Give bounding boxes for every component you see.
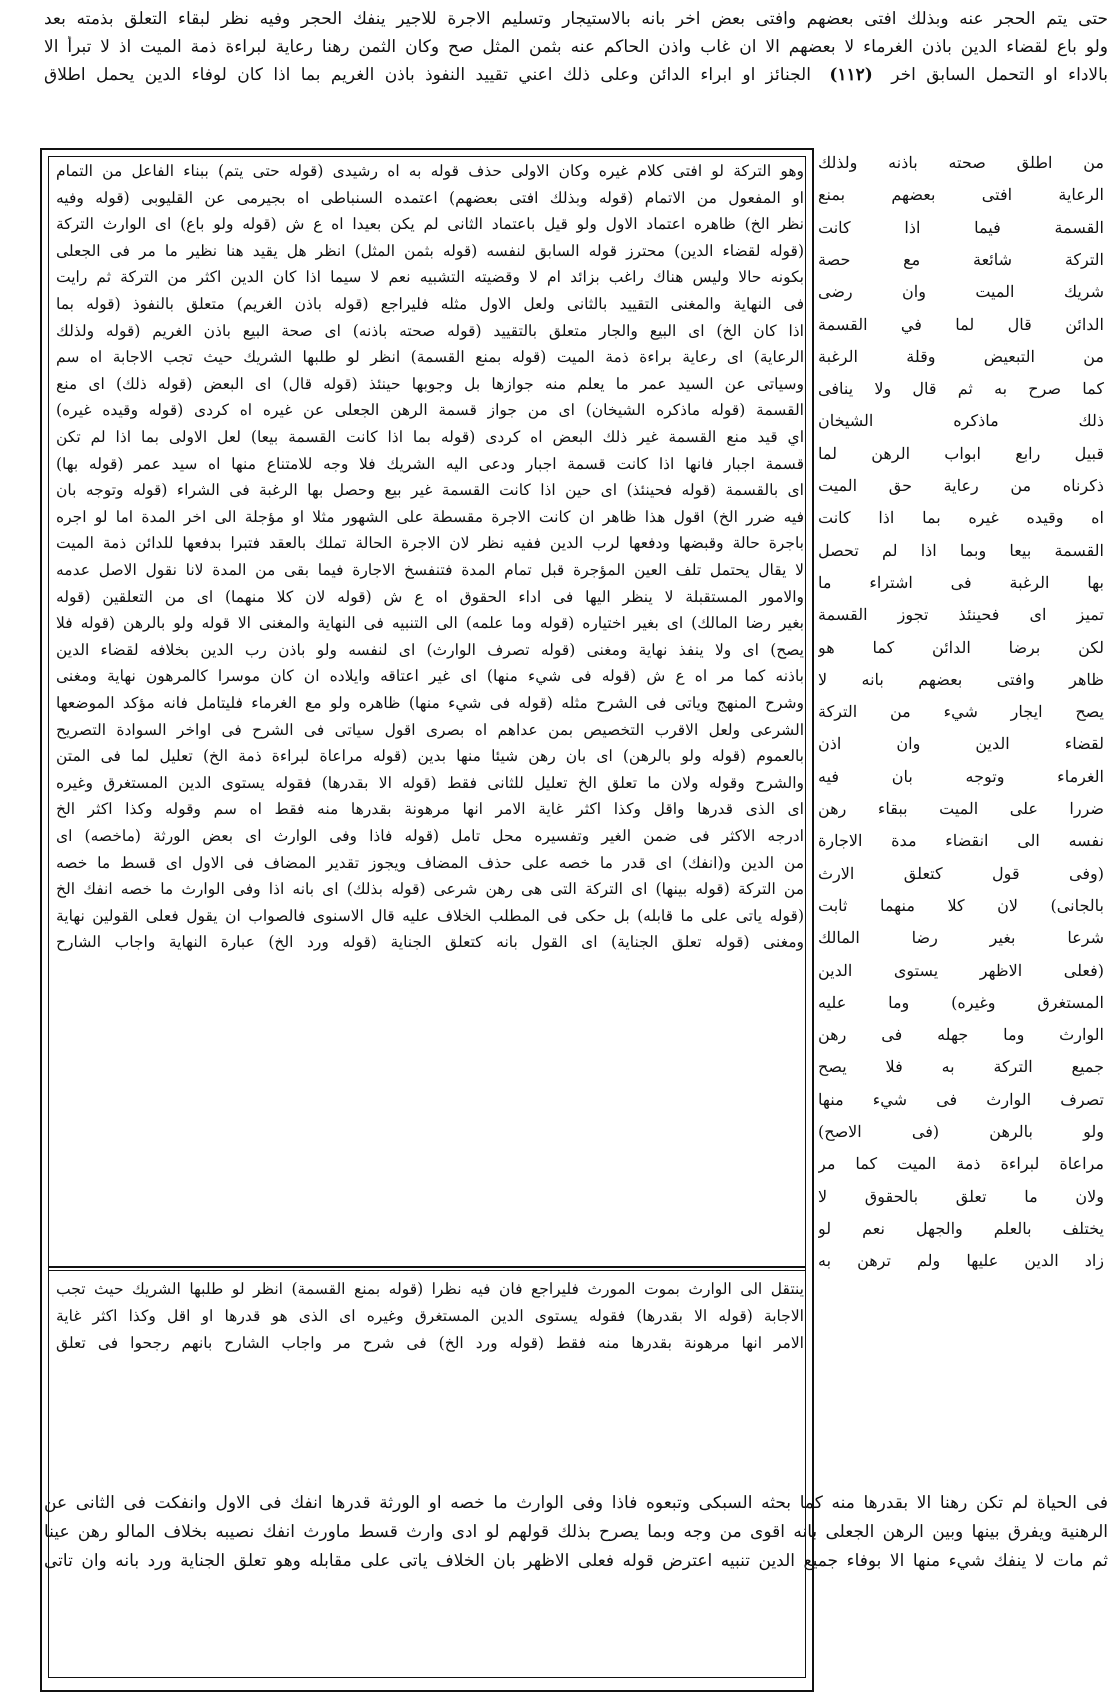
main-text-line-with-page-number: [44, 64, 1108, 90]
commentary-line: ادرجه الاكثر فى ضمن الغير وتفسيره محل تامل (قوله فاذا وفى الوارث اى بعض الورثة (ماخصه) اى: [56, 827, 804, 845]
margin-text-line: الوارث وما جهله فى رهن: [818, 1025, 1104, 1045]
margin-text-line: لقضاء الدين وان اذن: [818, 734, 1104, 754]
margin-text-line: يختلف بالعلم والجهل نعم لو: [818, 1218, 1104, 1238]
commentary-line: الشرعى ولعل الاقرب التخصيص بمن عداهم اه بصرى اقول سياتى فى الشرح فى اواخر السوادة التصريح: [56, 720, 804, 739]
footnote-divider-inner: [48, 1270, 806, 1271]
page-number: (١١٢): [829, 65, 873, 85]
commentary-line: قسمة اجبار فانها اذا كانت قسمة اجبار ودعى اليه الشريك فلا وجه للامتناع منها اه سيد عمر (قوله بها): [56, 454, 804, 473]
main-text-line: فى الحياة لم تكن رهنا الا بقدرها منه كما بحثه السبكى وتبعوه فاذا وفى الوارث ما خصه او الورثة قدرها انفك فى الاول وانفكت فى الثانى عن: [44, 1493, 1108, 1513]
commentary-line: ومغنى (قوله تعلق الجناية) اى القول بانه كتعلق الجناية (قوله ورد الخ) عبارة النهاية واجاب الشارح: [56, 933, 804, 952]
commentary-line: وهو التركة لو افتى كلام غيره وكان الاولى حذف قوله به اه رشيدى (قوله حتى يتم) ببناء الفاعل من التمام: [56, 162, 804, 180]
margin-text-line: شريك الميت وان رضى: [818, 282, 1104, 302]
main-text-line: حتى يتم الحجر عنه وبذلك افتى بعضهم وافتى بعض اخر بانه بالاستيجار وتسليم الاجرة للاجير ينفك الحجر وفيه نظر لبقاء التعلق بذمته بعد: [44, 9, 1108, 29]
footnote-divider: [48, 1266, 806, 1268]
margin-text-line: ولان ما تعلق بالحقوق لا: [818, 1186, 1104, 1206]
margin-text-line: نفسه الى انقضاء مدة الاجارة: [818, 831, 1104, 851]
margin-text-line: جميع التركة به فلا يصح: [818, 1057, 1104, 1077]
margin-text-line: لكن برضا الدائن كما هو: [818, 637, 1104, 657]
margin-text-line: القسمة فيما اذا كانت: [818, 217, 1104, 237]
margin-text-line: (وفى قول كتعلق الارث: [818, 863, 1104, 883]
commentary-line: نظر الخ) ظاهره اعتماد الاول ولو قيل باعتماد الثانى لم يكن بعيدا اه ع ش (قوله ولو باع) اى الوارث التركة: [56, 215, 804, 234]
main-text-line: الرهنية ويفرق بينها وبين الرهن الجعلى بانه اقوى من وجه وبما يصرح بذلك قولهم لو ادى وارث قسط ماورث انفك نصيبه بخلاف المالو رهن عينا: [44, 1522, 1108, 1542]
margin-text-line: ضررا على الميت ببقاء رهن: [818, 799, 1104, 818]
commentary-line: او المفعول من الاتمام (قوله وبذلك افتى بعضهم) اعتمده السنباطى اه بجيرمى عن القليوبى (قوله وفيه: [56, 188, 804, 207]
commentary-line: يصح) اى ولا ينفذ نهاية ومغنى (قوله تصرف الوارث) اى لنفسه ولو باذن رب الدين بخلافه لقضاء الدين: [56, 640, 804, 659]
main-text-line: ولو باع لقضاء الدين باذن الغرماء لا بعضهم الا ان غاب واذن الحاكم عنه بثمن المثل صح وكان الثمن رهنا رعاية لبراءة ذمة الميت اذ لا تبرأ الا: [44, 37, 1108, 57]
commentary-line: بغير رضا المالك) اى بغير اختياره (قوله وما علمه) الى التنبيه فى النهاية والمغنى الا قوله ولو بالرهن (قوله فلا: [56, 614, 804, 633]
commentary-line: والشرح وقوله ولان ما تعلق الخ تعليل للثانى فقط (قوله الا بقدرها) فقوله يستوى الدين المستغرق وغيره: [56, 773, 804, 792]
margin-text-line: التركة شائعة مع حصة: [818, 249, 1104, 269]
commentary-line: من الدين و(انفك) اى قدر ما خصه على حذف المضاف ويجوز تقدير المضاف فى الاول اى قسط ما خصه: [56, 853, 804, 872]
margin-text-line: شرعا بغير رضا المالك: [818, 928, 1104, 948]
margin-text-line: ذلك ماذكره الشيخان: [818, 411, 1104, 431]
commentary-line: الرعاية) اى رعاية براءة ذمة الميت (قوله بمنع القسمة) انظر لو طلبها الشريك حيث تجب الاجابة اه سم: [56, 348, 804, 367]
margin-text-line: بها الرغبة فى اشتراء ما: [818, 572, 1104, 592]
margin-text-line: تصرف الوارث فى شيء منها: [818, 1089, 1104, 1109]
margin-text-line: ذكرناه من رعاية حق الميت: [818, 476, 1104, 495]
commentary-line: من التركة (قوله بينها) اى التركة التى هى رهن شرعى (قوله بذلك) اى بانه اذا وفى الوارث ما خصه انفك الخ: [56, 880, 804, 899]
margin-text-line: ظاهر وافتى بعضهم بانه لا: [818, 669, 1104, 689]
commentary-line: اى بالقسمة (قوله فحينئذ) اى حين اذا كانت القسمة غير بيع وحصل بها الرغبة فى الشراء (قوله وتوجه بان: [56, 481, 804, 500]
commentary-line: والامور المستقبلة لا ينظر اليها فى اداء الحقوق اه ع ش (قوله لان كلا منهما) اى من التعلقين (قوله: [56, 587, 804, 606]
commentary-line: بكونه حالا وليس هناك راغب بزائد ام لا وقضيته التشبيه نعم لا سيما اذا كان الدين اكثر من التركة ثم رايت: [56, 268, 804, 287]
margin-text-line: المستغرق وغيره) وما عليه: [818, 992, 1104, 1012]
main-text-segment: الجنائز او ابراء الدائن وعلى ذلك اعني تقييد النفوذ باذن الغريم بما اذا كان لوفاء الدين يحمل اطلاق: [44, 65, 811, 85]
margin-text-line: الغرماء وتوجه بان فيه: [818, 766, 1104, 786]
commentary-line: اذا كان الخ) اى البيع والجار متعلق بالتقييد (قوله صحته باذنه) اى صحة البيع باذن الغريم (قوله ولذلك: [56, 321, 804, 340]
commentary-line: وسياتى عن السيد عمر ما يعلم منه جوازها بل وجوبها حينئذ (قوله قال) اى البعض (قوله ذلك) اى منع: [56, 374, 804, 393]
commentary-line: فى النهاية والمغنى التقييد بالثانى ولعل الاول مثله فليراجع (قوله باذن الغريم) متعلق بالنفوذ (قوله بما: [56, 295, 804, 313]
margin-text-line: القسمة بيعا وبما اذا لم تحصل: [818, 540, 1104, 560]
margin-text-line: (فعلى الاظهر يستوى الدين: [818, 960, 1104, 980]
commentary-line: باذنه كما مر اه ع ش (قوله فى شيء منها) اى غير اعتاقه وايلاده ان كان موسرا كالمرهون نهاية ومغنى: [56, 667, 804, 686]
commentary-line: لا يقال يحتمل تلف العين المؤجرة قبل تمام المدة فتنفسخ الاجارة فيما بقى من المدة لانا نقول الاصل عدمه: [56, 561, 804, 579]
margin-text-line: قبيل رابع ابواب الرهن لما: [818, 443, 1104, 463]
margin-text-line: الدائن قال لما في القسمة: [818, 314, 1104, 334]
margin-text-line: بالجانى) لان كلا منهما ثابت: [818, 895, 1104, 915]
footnote-line: الامر انها مرهونة بقدرها منه فقط (قوله ورد الخ) فى شرح مر واجاب الشارح بانهم رجحوا فى تعلق: [56, 1334, 804, 1352]
commentary-line: اي قيد منع القسمة غير ذلك البعض اه كردى (قوله بما اذا كانت القسمة بيعا) لعل الاولى بما اذا لم تكن: [56, 428, 804, 446]
commentary-line: فيه ضرر الخ) اقول هذا ظاهر ان كانت الاجرة مقسطة على الشهور مثلا او مؤجلة الى اخر المدة اما لو اجره: [56, 507, 804, 526]
commentary-line: وشرح المنهج وياتى فى الشرح مثله (قوله فى شيء منها) ظاهره ولو مع الغرماء فليتامل فانه مؤكد الموضعها: [56, 694, 804, 712]
footnote-line: الاجابة (قوله الا بقدرها) فقوله يستوى الدين المستغرق وغيره اى الذى هو قدرها او اقل وكذا اكثر غاية: [56, 1307, 804, 1325]
commentary-line: اى الذى قدرها واقل وكذا اكثر غاية الامر انها مرهونة بقدرها منه فقط اه سم وقوله وكذا اكثر الخ: [56, 800, 804, 819]
margin-text-line: الرعاية افتى بعضهم بمنع: [818, 185, 1104, 205]
margin-text-line: من التبعيض وقلة الرغبة: [818, 346, 1104, 366]
main-text-line: ثم مات لا ينفك شيء منها الا بوفاء جميع الدين تنبيه اعترض قوله فعلى الاظهر بان الخلاف ياتى على مقابله وهو تعلق الجناية ورد بانه وان تاتى: [44, 1551, 1108, 1571]
margin-text-line: زاد الدين عليها ولم ترهن به: [818, 1251, 1104, 1271]
margin-text-line: كما صرح به ثم قال ولا ينافى: [818, 379, 1104, 399]
margin-text-line: يصح ايجار شيء من التركة: [818, 702, 1104, 722]
commentary-line: بالعموم (قوله ولو بالرهن) اى بان رهن شيئا منها بدين (قوله مراعاة لبراءة ذمة الخ) تعليل لما فى المتن: [56, 747, 804, 766]
margin-text-line: من اطلق صحته باذنه ولذلك: [818, 153, 1104, 172]
margin-text-line: تميز اى فحينئذ تجوز القسمة: [818, 605, 1104, 625]
commentary-line: باجرة حالة وقبضها ودفعها لرب الدين ففيه نظر لان الاجرة الحالة تملك بالعقد فتبرا بدفعها للدائن ذمة الميت: [56, 534, 804, 553]
footnote-line: ينتقل الى الوارث بموت المورث فليراجع فان فيه نظرا (قوله بمنع القسمة) انظر لو طلبها الشريك حيث تجب: [56, 1280, 804, 1298]
margin-text-line: مراعاة لبراءة ذمة الميت كما مر: [818, 1154, 1104, 1174]
margin-text-line: ولو بالرهن (فى الاصح): [818, 1122, 1104, 1141]
commentary-line: (قوله لقضاء الدين) محترز قوله السابق لنفسه (قوله بثمن المثل) انظر هل يقيد هنا نظير ما مر فى الجعلى: [56, 241, 804, 260]
margin-text-line: اه وقيده غيره بما اذا كانت: [818, 508, 1104, 528]
commentary-line: القسمة (قوله ماذكره الشيخان) اى من جواز قسمة الرهن الجعلى عن غيره اه كردى (قوله وقيده غيره): [56, 401, 804, 420]
commentary-line: (قوله ياتى على ما قابله) بل حكى فى المطلب الخلاف عليه قال الاسنوى فالصواب ان يقول فعلى القولين نهاية: [56, 906, 804, 925]
main-text-segment: بالاداء او التحمل السابق اخر: [891, 65, 1108, 85]
